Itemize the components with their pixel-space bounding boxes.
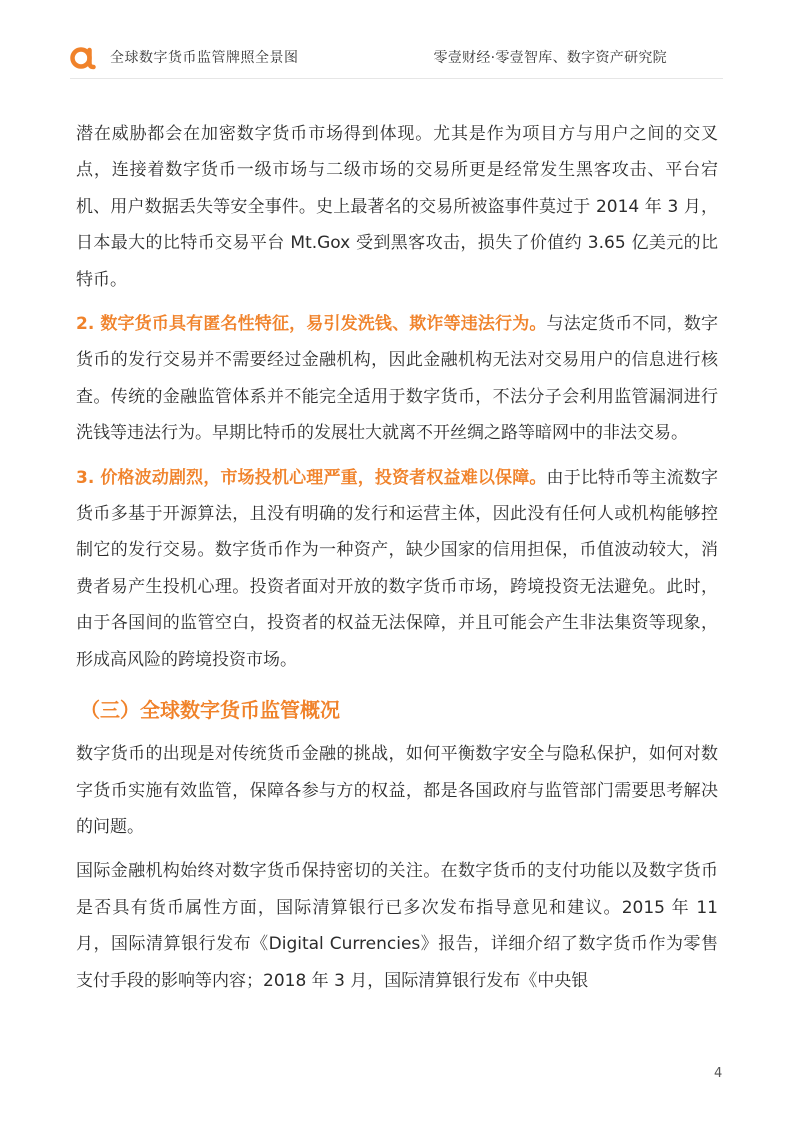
point-2-paragraph	[76, 306, 718, 452]
page-number: 4	[714, 1066, 723, 1081]
section-heading: （三）全球数字货币监管概况	[80, 698, 340, 723]
point-3-lead: 3. 价格波动剧烈，市场投机心理严重，投资者权益难以保障。	[76, 467, 547, 488]
overview-paragraph: 数字货币的出现是对传统货币金融的挑战，如何平衡数字安全与隐私保护，如何对数字货币实施有效监管，保障各参与方的权益，都是各国政府与监管部门需要思考解决的问题。	[76, 744, 718, 837]
bis-paragraph: 国际金融机构始终对数字货币保持密切的关注。在数字货币的支付功能以及数字货币是否具有货币属性方面，国际清算银行已多次发布指导意见和建议。2015 年 11 月，国际清算银行发布《Digital Currencies》报告，详细介绍了数字货币作为零售支付手段的影响等内容；2018 年 3 月，国际清算银行发布《中央银	[76, 861, 718, 991]
point-2-text: 与法定货币不同，数字货币的发行交易并不需要经过金融机构，因此金融机构无法对交易用户的信息进行核查。传统的金融监管体系并不能完全适用于数字货币，不法分子会利用监管漏洞进行洗钱等违法行为。早期比特币的发展壮大就离不开丝绸之路等暗网中的非法交易。	[76, 314, 718, 444]
intro-text: 潜在威胁都会在加密数字货币市场得到体现。尤其是作为项目方与用户之间的交叉点，连接着数字货币一级市场与二级市场的交易所更是经常发生黑客攻击、平台宕机、用户数据丢失等安全事件。史上最著名的交易所被盗事件莫过于 2014 年 3 月，日本最大的比特币交易平台 Mt.Gox 受到黑客攻击，损失了价值约 3.65 亿美元的比特币。	[76, 124, 718, 290]
point-3-text: 由于比特币等主流数字货币多基于开源算法，且没有明确的发行和运营主体，因此没有任何人或机构能够控制它的发行交易。数字货币作为一种资产，缺少国家的信用担保，币值波动较大，消费者易产生投机心理。投资者面对开放的数字货币市场，跨境投资无法避免。此时，由于各国间的监管空白，投资者的权益无法保障，并且可能会产生非法集资等现象，形成高风险的跨境投资市场。	[76, 467, 718, 670]
point-3-paragraph	[76, 460, 718, 678]
page-header	[0, 0, 793, 80]
publisher-name: 零壹财经·零壹智库、数字资产研究院	[433, 50, 667, 66]
brand-logo-icon	[70, 44, 96, 70]
intro-paragraph	[76, 116, 718, 298]
document-title: 全球数字货币监管牌照全景图	[110, 50, 299, 66]
page-body	[76, 116, 718, 999]
point-2-lead: 2. 数字货币具有匿名性特征，易引发洗钱、欺诈等违法行为。	[76, 314, 547, 335]
header-divider	[70, 78, 723, 79]
